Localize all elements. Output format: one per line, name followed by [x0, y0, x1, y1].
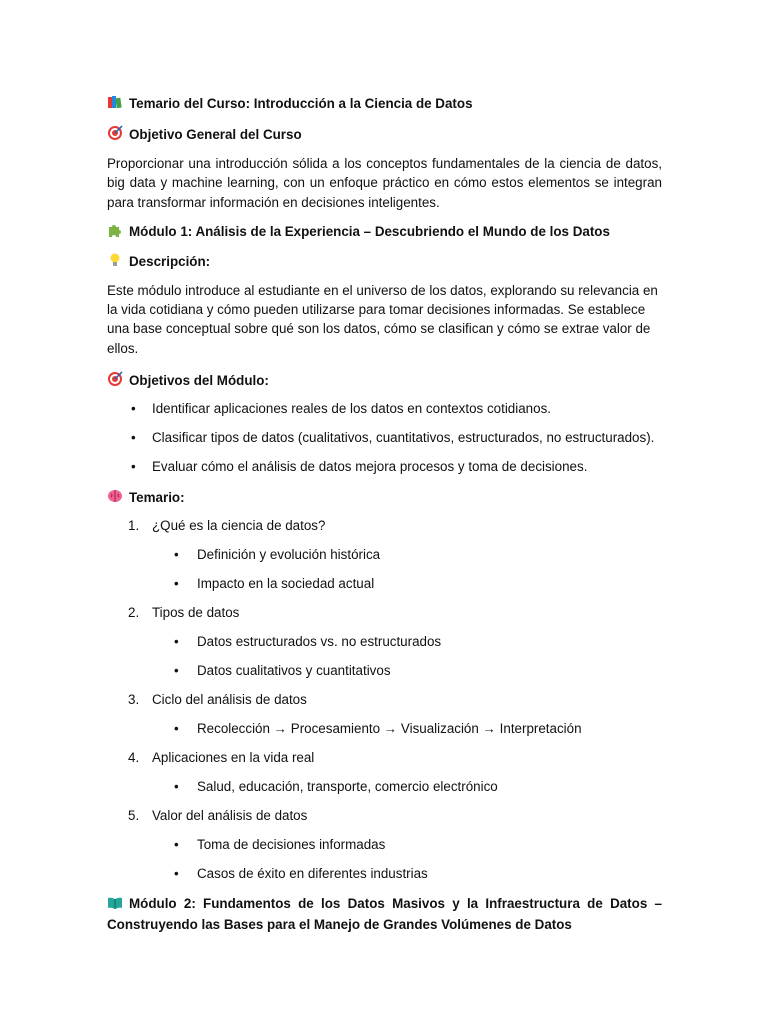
module1-title — [107, 222, 662, 242]
objectives-heading-text: Objetivos del Módulo: — [129, 372, 269, 388]
list-item: • Evaluar cómo el análisis de datos mejora procesos y toma de decisiones. — [107, 457, 662, 486]
module2-title — [107, 894, 662, 935]
syllabus-topic: 3. Ciclo del análisis de datos — [128, 692, 307, 708]
target-icon — [107, 371, 123, 390]
syllabus-subitem: • Casos de éxito en diferentes industrias — [174, 866, 428, 882]
brain-icon — [107, 488, 123, 507]
syllabus-subitem: • Salud, educación, transporte, comercio electrónico — [174, 779, 498, 795]
course-title-text: Temario del Curso: Introducción a la Ciencia de Datos — [129, 95, 473, 111]
bullet: • — [131, 401, 136, 417]
bullet: • — [131, 459, 136, 475]
bullet: • — [131, 430, 136, 446]
syllabus-heading-text: Temario: — [129, 489, 185, 505]
lightbulb-icon — [107, 252, 123, 271]
syllabus-topic: 4. Aplicaciones en la vida real — [128, 750, 315, 766]
books-icon — [107, 94, 123, 113]
target-icon — [107, 125, 123, 144]
syllabus-topic: 1. ¿Qué es la ciencia de datos? — [128, 518, 326, 534]
objectives-heading — [107, 370, 662, 390]
description-paragraph: Este módulo introduce al estudiante en el universo de los datos, explorando su relevancia en la vida cotidiana y cómo pueden utilizarse para tomar decisiones informadas. Se establece una base conceptual sobre qué son los datos, cómo se clasifican y cómo se extrae valor de ellos. — [107, 282, 658, 356]
module1-title-text: Módulo 1: Análisis de la Experiencia – Descubriendo el Mundo de los Datos — [129, 224, 610, 240]
syllabus-subitem: • Toma de decisiones informadas — [174, 837, 386, 853]
objective-paragraph: Proporcionar una introducción sólida a los conceptos fundamentales de la ciencia de datos, big data y machine learning, con un enfoque práctico en cómo estos elementos se integran para transformar información en decisiones inteligentes. — [107, 156, 662, 210]
description-heading-text: Descripción: — [129, 254, 211, 270]
syllabus-topic: 5. Valor del análisis de datos — [128, 808, 308, 824]
objective-heading — [107, 124, 662, 144]
document-content — [107, 93, 662, 935]
module2-title-text: Módulo 2: Fundamentos de los Datos Masivos y la Infraestructura de Datos – Construyendo las Bases para el Manejo de Grandes Volúmenes de Datos — [107, 896, 662, 933]
course-title — [107, 93, 662, 113]
syllabus-topic: 2. Tipos de datos — [128, 605, 240, 621]
syllabus-subitem: • Datos estructurados vs. no estructurados — [174, 634, 442, 650]
syllabus-subitem: • Definición y evolución histórica — [174, 547, 381, 563]
description-heading — [107, 252, 662, 272]
list-item: • Identificar aplicaciones reales de los datos en contextos cotidianos. — [107, 399, 662, 428]
syllabus-heading — [107, 487, 662, 507]
list-item: • Clasificar tipos de datos (cualitativos, cuantitativos, estructurados, no estructurados). — [107, 428, 662, 457]
syllabus-list — [107, 516, 662, 893]
open-book-icon — [107, 896, 123, 915]
objectives-list — [107, 399, 662, 486]
objective-heading-text: Objetivo General del Curso — [129, 126, 302, 142]
syllabus-subitem: • Impacto en la sociedad actual — [174, 576, 375, 592]
syllabus-subitem: • Recolección → Procesamiento → Visualización → Interpretación — [174, 721, 582, 737]
syllabus-subitem: • Datos cualitativos y cuantitativos — [174, 663, 391, 679]
puzzle-icon — [107, 222, 123, 241]
